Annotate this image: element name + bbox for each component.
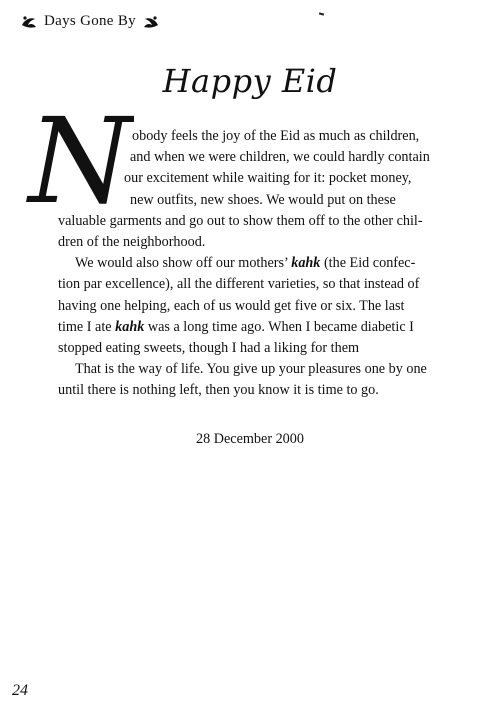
paragraph-line: new outfits, new shoes. We would put on these bbox=[130, 191, 396, 208]
paragraph-line: our excitement while waiting for it: pocket money, bbox=[124, 170, 412, 187]
paragraph-line: tion par excellence), all the different varieties, so that instead of bbox=[58, 276, 420, 293]
fleuron-left-icon bbox=[20, 13, 38, 29]
fleuron-right-icon bbox=[142, 13, 160, 29]
paragraph-line: valuable garments and go out to show them off to the other chil- bbox=[58, 212, 423, 229]
paragraph-line: That is the way of life. You give up your pleasures one by one bbox=[75, 361, 427, 378]
paragraph-line: dren of the neighborhood. bbox=[58, 234, 206, 251]
drop-cap-letter: N bbox=[28, 110, 132, 218]
running-head bbox=[20, 10, 160, 32]
paragraph-line: having one helping, each of us would get five or six. The last bbox=[58, 297, 405, 314]
stray-ink-mark bbox=[319, 12, 324, 15]
chapter-title: Happy Eid bbox=[162, 62, 338, 100]
body-text bbox=[58, 126, 486, 402]
dateline: 28 December 2000 bbox=[196, 431, 304, 447]
page-number: 24 bbox=[12, 682, 28, 699]
term-kahk: kahk bbox=[291, 255, 321, 272]
paragraph-line: We would also show off our mothers’ kahk (the Eid confec- bbox=[75, 255, 416, 272]
paragraph-line: until there is nothing left, then you know it is time to go. bbox=[58, 382, 379, 399]
running-head-title: Days Gone By bbox=[44, 12, 136, 29]
paragraph-line: and when we were children, we could hardly contain bbox=[130, 149, 430, 166]
term-kahk: kahk bbox=[115, 318, 145, 335]
paragraph-line: stopped eating sweets, though I had a liking for them bbox=[58, 340, 360, 357]
paragraph-line: obody feels the joy of the Eid as much as children, bbox=[132, 128, 420, 144]
paragraph-line: time I ate kahk was a long time ago. When I became diabetic I bbox=[58, 318, 414, 335]
